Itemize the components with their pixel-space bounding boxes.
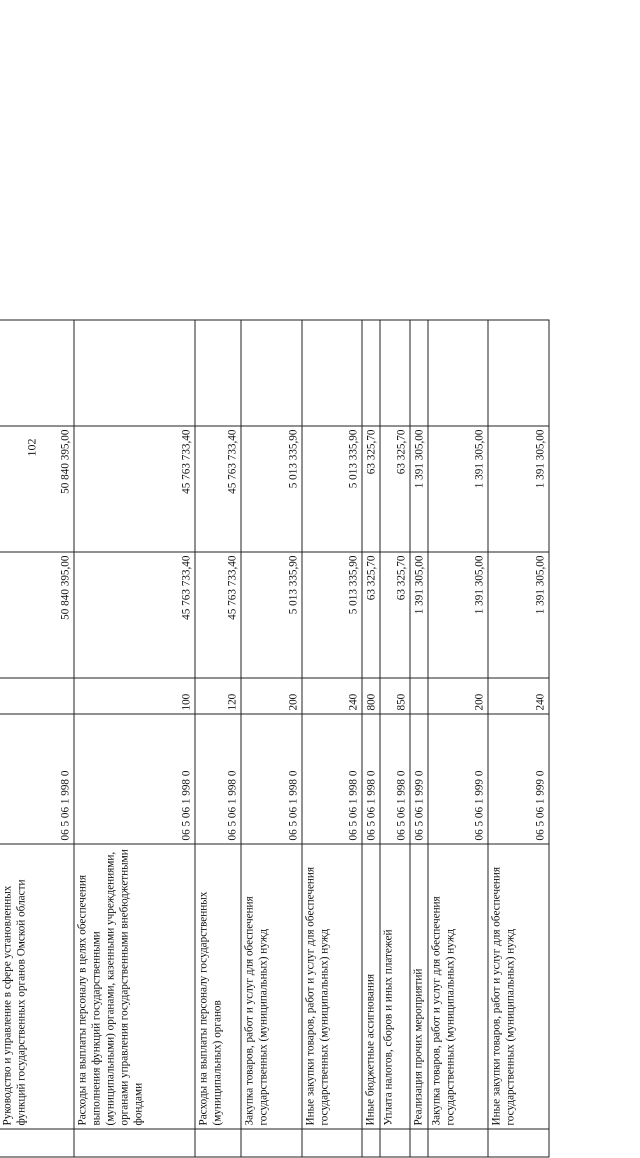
table-row (302, 320, 363, 1157)
row-col7-cell (380, 320, 410, 426)
row-code-cell: 06 5 06 1 998 0 (302, 714, 363, 844)
row-code-cell: 06 5 06 1 998 0 (241, 714, 302, 844)
row-col7-cell (362, 320, 380, 426)
row-col1-cell (195, 1129, 241, 1157)
row-col7-cell (0, 320, 74, 426)
row-col1-cell (362, 1129, 380, 1157)
table-body (0, 320, 549, 1157)
row-col1-cell (488, 1129, 549, 1157)
row-col7-cell (241, 320, 302, 426)
row-code-cell: 06 5 06 1 999 0 (488, 714, 549, 844)
row-sum5-cell: 45 763 733,40 (195, 552, 241, 678)
row-col1-cell (302, 1129, 363, 1157)
row-name-cell: Руководство и управление в сфере установленных функций государственных органов Омской области (0, 844, 74, 1129)
row-sum5-cell: 50 840 395,00 (0, 552, 74, 678)
row-vr-cell: 850 (380, 678, 410, 714)
row-sum6-cell: 1 391 305,00 (410, 426, 428, 552)
row-col1-cell (241, 1129, 302, 1157)
table-row (0, 320, 74, 1157)
row-col7-cell (488, 320, 549, 426)
row-sum6-cell: 1 391 305,00 (428, 426, 489, 552)
row-code-cell: 06 5 06 1 998 0 (195, 714, 241, 844)
row-name-cell: Иные бюджетные ассигнования (362, 844, 380, 1129)
row-col1-cell (380, 1129, 410, 1157)
budget-table (0, 320, 550, 1158)
row-col7-cell (74, 320, 195, 426)
row-sum5-cell: 5 013 335,90 (302, 552, 363, 678)
row-col1-cell (74, 1129, 195, 1157)
row-col7-cell (302, 320, 363, 426)
row-sum6-cell: 5 013 335,90 (241, 426, 302, 552)
table-row (74, 320, 195, 1157)
row-sum5-cell: 1 391 305,00 (410, 552, 428, 678)
row-sum6-cell: 50 840 395,00 (0, 426, 74, 552)
table-row (410, 320, 428, 1157)
row-vr-cell: 800 (362, 678, 380, 714)
row-col1-cell (428, 1129, 489, 1157)
row-vr-cell: 200 (428, 678, 489, 714)
row-sum5-cell: 63 325,70 (380, 552, 410, 678)
row-code-cell: 06 5 06 1 998 0 (74, 714, 195, 844)
row-name-cell: Расходы на выплаты персоналу государственных (муниципальных) органов (195, 844, 241, 1129)
row-vr-cell: 240 (302, 678, 363, 714)
row-sum6-cell: 45 763 733,40 (74, 426, 195, 552)
rotated-table-wrapper (0, 321, 550, 1158)
row-code-cell: 06 5 06 1 999 0 (428, 714, 489, 844)
row-name-cell: Реализация прочих мероприятий (410, 844, 428, 1129)
row-vr-cell: 200 (241, 678, 302, 714)
row-col7-cell (410, 320, 428, 426)
row-vr-cell: 120 (195, 678, 241, 714)
row-name-cell: Уплата налогов, сборов и иных платежей (380, 844, 410, 1129)
row-sum6-cell: 63 325,70 (380, 426, 410, 552)
row-name-cell: Закупка товаров, работ и услуг для обеспечения государственных (муниципальных) нужд (428, 844, 489, 1129)
page-number: 102 (24, 438, 39, 457)
row-sum5-cell: 45 763 733,40 (74, 552, 195, 678)
row-name-cell: Иные закупки товаров, работ и услуг для обеспечения государственных (муниципальных) нужд (302, 844, 363, 1129)
row-col7-cell (428, 320, 489, 426)
row-sum6-cell: 45 763 733,40 (195, 426, 241, 552)
row-vr-cell (410, 678, 428, 714)
row-name-cell: Иные закупки товаров, работ и услуг для обеспечения государственных (муниципальных) нужд (488, 844, 549, 1129)
row-col1-cell (0, 1129, 74, 1157)
row-sum5-cell: 1 391 305,00 (488, 552, 549, 678)
row-sum6-cell: 63 325,70 (362, 426, 380, 552)
row-name-cell: Расходы на выплаты персоналу в целях обеспечения выполнения функций государственными (муниципальными) органами, казенными учреждениями, органами управления государственными внебюджетными фондами (74, 844, 195, 1129)
row-code-cell: 06 5 06 1 999 0 (410, 714, 428, 844)
row-sum5-cell: 1 391 305,00 (428, 552, 489, 678)
table-row (362, 320, 380, 1157)
row-sum6-cell: 5 013 335,90 (302, 426, 363, 552)
row-vr-cell: 240 (488, 678, 549, 714)
table-row (195, 320, 241, 1157)
table-row (488, 320, 549, 1157)
row-name-cell: Закупка товаров, работ и услуг для обеспечения государственных (муниципальных) нужд (241, 844, 302, 1129)
table-row (380, 320, 410, 1157)
row-sum5-cell: 5 013 335,90 (241, 552, 302, 678)
row-col7-cell (195, 320, 241, 426)
table-row (428, 320, 489, 1157)
row-col1-cell (410, 1129, 428, 1157)
table-row (241, 320, 302, 1157)
row-vr-cell (0, 678, 74, 714)
row-sum6-cell: 1 391 305,00 (488, 426, 549, 552)
row-code-cell: 06 5 06 1 998 0 (380, 714, 410, 844)
row-code-cell: 06 5 06 1 998 0 (362, 714, 380, 844)
row-vr-cell: 100 (74, 678, 195, 714)
row-sum5-cell: 63 325,70 (362, 552, 380, 678)
row-code-cell: 06 5 06 1 998 0 (0, 714, 74, 844)
